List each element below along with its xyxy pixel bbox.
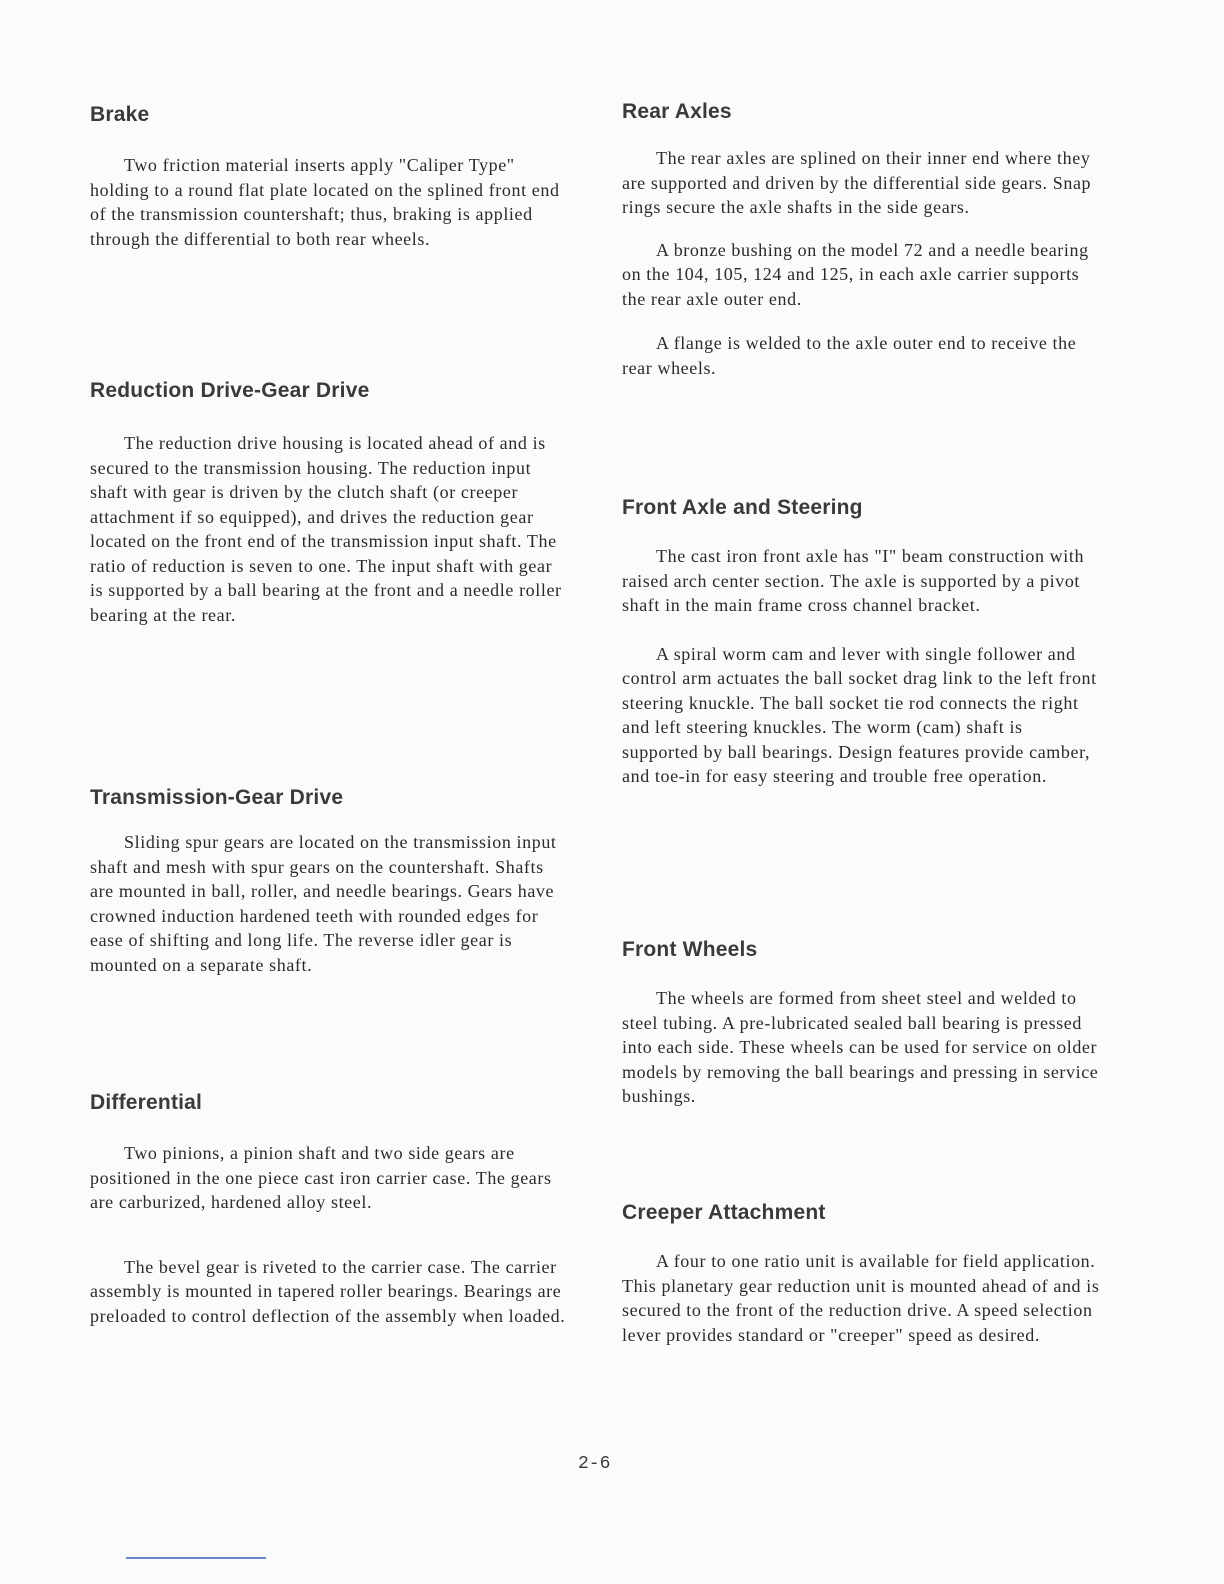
page-number: 2-6: [578, 1454, 611, 1474]
section-paragraph: The reduction drive housing is located ahead of and is secured to the transmission housing. The reduction input shaft with gear is driven by the clutch shaft (or creeper attachment if so equipped), and drives the reduction gear located on the front end of the transmission input shaft. The ratio of reduction is seven to one. The input shaft with gear is supported by a ball bearing at the front and a needle roller bearing at the rear.: [90, 433, 562, 625]
footer-rule: [126, 1557, 266, 1559]
section-heading: Rear Axles: [622, 100, 732, 123]
section-paragraph: The wheels are formed from sheet steel and welded to steel tubing. A pre-lubricated sealed ball bearing is pressed into each side. These wheels can be used for service on older models by removing the ball bearings and pressing in service bushings.: [622, 988, 1099, 1106]
section-heading: Brake: [90, 103, 150, 126]
section-paragraph: The rear axles are splined on their inner end where they are supported and driven by the differential side gears. Snap rings secure the axle shafts in the side gears.: [622, 148, 1092, 217]
section-paragraph: A spiral worm cam and lever with single follower and control arm actuates the ball socket drag link to the left front steering knuckle. The ball socket tie rod connects the right and left steering knuckles. The worm (cam) shaft is supported by ball bearings. Design features provide camber, and toe-in for easy steering and trouble free operation.: [622, 643, 1097, 786]
section-paragraph: A flange is welded to the axle outer end to receive the rear wheels.: [622, 333, 1077, 378]
section-front-wheels: [622, 938, 1102, 1109]
section-heading: Transmission-Gear Drive: [90, 786, 344, 809]
section-heading: Differential: [90, 1091, 203, 1114]
section-transmission-gear-drive: [90, 786, 570, 977]
section-heading: Creeper Attachment: [622, 1201, 826, 1224]
section-heading: Reduction Drive-Gear Drive: [90, 379, 370, 402]
section-paragraph: A four to one ratio unit is available for field application. This planetary gear reduction unit is mounted ahead of and is secured to the front of the reduction drive. A speed selection lever provides standard or "creeper" speed as desired.: [622, 1251, 1100, 1345]
section-paragraph: Two pinions, a pinion shaft and two side gears are positioned in the one piece cast iron carrier case. The gears are carburized, hardened alloy steel.: [90, 1143, 552, 1212]
section-rear-axles: [622, 100, 1102, 380]
section-brake: [90, 103, 570, 251]
section-front-axle-steering: [622, 496, 1102, 789]
section-heading: Front Wheels: [622, 938, 758, 961]
section-paragraph: A bronze bushing on the model 72 and a needle bearing on the 104, 105, 124 and 125, in each axle carrier supports the rear axle outer end.: [622, 239, 1089, 309]
section-creeper-attachment: [622, 1201, 1102, 1347]
section-reduction-drive: [90, 379, 570, 627]
section-paragraph: Two friction material inserts apply "Caliper Type" holding to a round flat plate located on the splined front end of the transmission countershaft; thus, braking is applied through the differential to both rear wheels.: [90, 155, 560, 249]
section-heading: Front Axle and Steering: [622, 496, 863, 519]
section-paragraph: Sliding spur gears are located on the transmission input shaft and mesh with spur gears on the countershaft. Shafts are mounted in ball, roller, and needle bearings. Gears have crowned induction hardened teeth with rounded edges for ease of shifting and long life. The reverse idler gear is mounted on a separate shaft.: [90, 832, 557, 975]
section-differential: [90, 1091, 570, 1328]
section-paragraph: The cast iron front axle has "I" beam construction with raised arch center section. The axle is supported by a pivot shaft in the main frame cross channel bracket.: [622, 546, 1085, 615]
section-paragraph: The bevel gear is riveted to the carrier case. The carrier assembly is mounted in tapered roller bearings. Bearings are preloaded to control deflection of the assembly when loaded.: [90, 1256, 566, 1326]
